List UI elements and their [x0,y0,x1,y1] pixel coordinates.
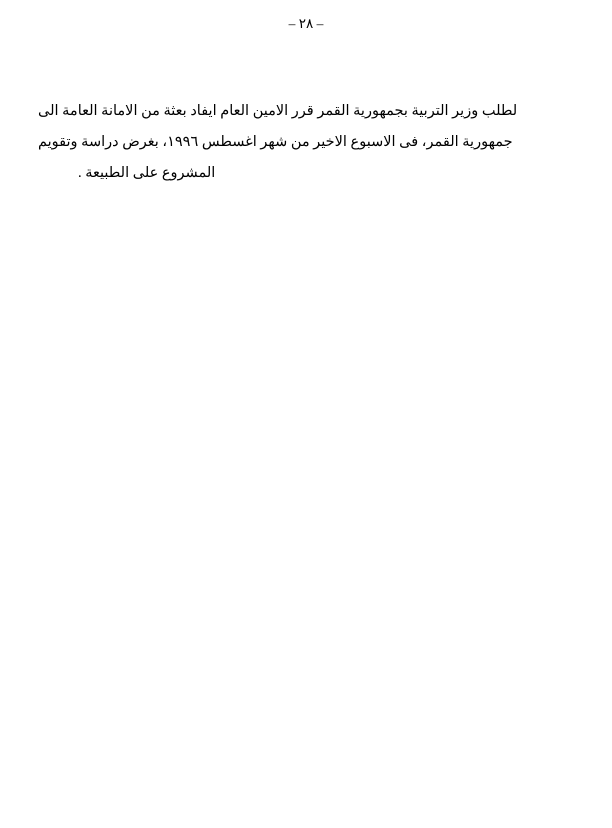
paragraph-line-1: لطلب وزير التربية بجمهورية القمر قرر الامين العام ايفاد بعثة من الامانة العامة الى [38,103,518,119]
paragraph-line-3: المشروع على الطبيعة . [78,165,216,181]
body-text-block [38,96,574,189]
page-number: – ٢٨ – [288,16,324,31]
paragraph [38,96,574,189]
paragraph-line-2: جمهورية القمر، فى الاسبوع الاخير من شهر اغسطس ١٩٩٦، بغرض دراسة وتقويم [38,134,513,150]
